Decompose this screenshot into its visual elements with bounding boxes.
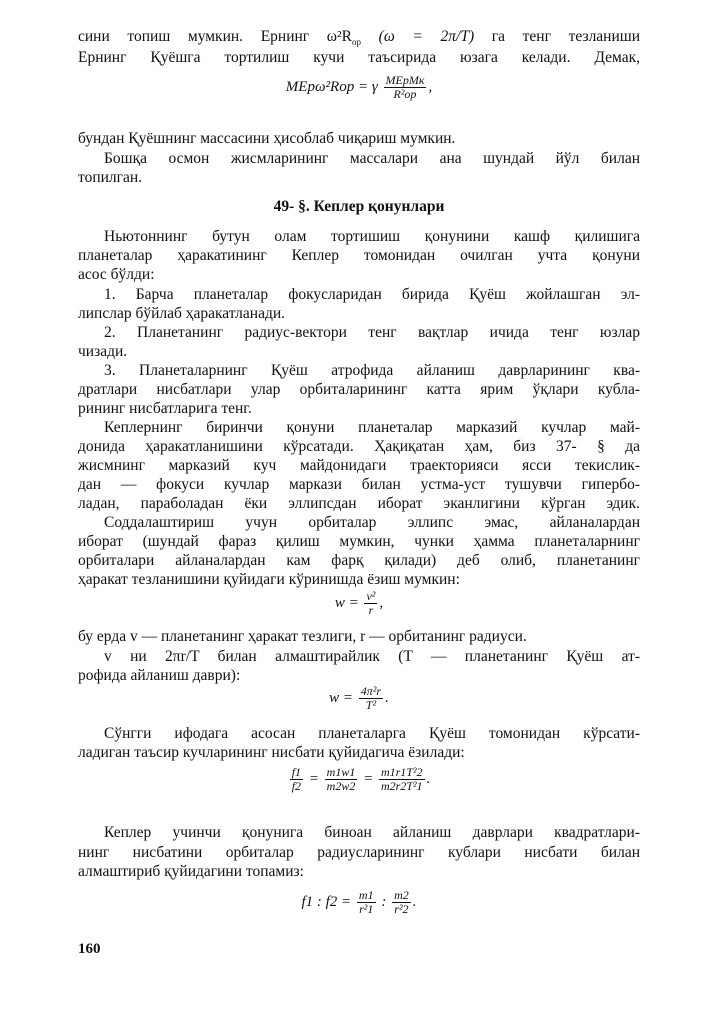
text-line: дан — фокуси кучлар маркази билан устма-уст тушувчи гипербо- [78,476,640,493]
text-line: ладиган таъсир кучларининг нисбати қуйидагича ёзилади: [78,744,465,761]
text-line: нинг нисбатини орбиталар радиусларининг кублари нисбати билан [78,844,640,861]
text-line: рининг нисбатларига тенг. [78,400,252,417]
text-line: орбиталари айланалардан кам фарқ қилади) деб олиб, планетанинг [78,552,640,569]
text-line: Бошқа осмон жисмларининг массалари ана шундай йўл билан [104,150,640,167]
text-line: Сўнгги ифодага асосан планеталарга Қуёш томонидан кўрсати- [104,725,640,742]
formula-w1: w = $\frac{\text{v²}}{r}$ , [334,589,384,618]
fraction: $\frac{m1w1}{m2w2}$ [326,765,356,794]
text-line: 3. Планеталарнинг Қуёш атрофида айланиш даврларининг ква- [104,362,640,379]
text-line: сини топиш мумкин. Ернинг $\omega^2R_{ор}$ (ω = 2π/T) га тенг тезланиши [78,28,641,48]
fraction: $\frac{f1}{f2}$ [291,765,302,794]
fraction: $\frac{\text{4π²r}}{\text{T²}}$ [360,684,382,713]
formula-forces-ratio: $\frac{f1}{f2}$ = $\frac{m1w1}{m2w2}$ = $\frac{\text{m1r1T²2}}{\text{m2r2T²1}}$ . [291,765,431,794]
text-line: ладан, параболадан ёки эллипсдан иборат эканлигини кўрган эдик. [78,495,640,512]
text-line: дратлари нисбатлари улар орбиталарининг катта ярим ўқлари кубла- [78,381,640,398]
text-line: Ернинг Қуёшга тортилиш кучи таъсирида юзага келади. Демак, [78,49,640,66]
text-line: бундан Қуёшнинг массасини ҳисоблаб чиқариш мумкин. [78,130,456,147]
text-line: липслар бўйлаб ҳаракатланади. [78,305,286,322]
text-line: асос бўлди: [78,266,155,283]
formula-force-radius: f1 : f2 = $\frac{m1}{\text{r²1}}$ : $\frac{m2}{\text{r²2}}$ . [301,888,417,917]
fraction: $\frac{m1}{\text{r²1}}$ [358,888,374,917]
formula-w2: w = $\frac{\text{4π²r}}{\text{T²}}$ . [329,684,389,713]
text-line: чизади. [78,343,128,360]
page-number: 160 [78,941,101,957]
fraction: $\frac{\text{v²}}{r}$ [366,589,376,618]
text-line: бу ерда v — планетанинг ҳаракат тезлиги, r — орбитанинг радиуси. [78,628,527,645]
text-line: v ни 2πr/T билан алмаштирайлик (T — планетанинг Қуёш ат- [104,648,640,665]
text-line: донида ҳаракатланишини кўрсатади. Ҳақиқатан ҳам, биз 37- § да [78,438,640,455]
text-line: ҳаракат тезланишини қуйидаги кўринишда ёзиш мумкин: [78,571,460,588]
text-line: алмаштириб қуйидагини топамиз: [78,863,304,880]
section-heading: 49- §. Кеплер қонунлари [273,198,445,215]
text-line: 2. Планетанинг радиус-вектори тенг вақтлар ичида тенг юзлар [104,324,640,341]
fraction: $\frac{\text{m1r1T²2}}{\text{m2r2T²1}}$ [380,765,423,794]
text-line: планеталар ҳаракатининг Кеплер томонидан очилган учта қонуни [78,247,640,264]
text-line: Кеплер учинчи қонунига биноан айланиш даврлари квадратлари- [104,824,640,841]
text-line: топилган. [78,169,143,186]
text-line: 1. Барча планеталар фокусларидан бирида Қуёш жойлашган эл- [104,286,640,303]
text-line: иборат (шундай фараз қилиш мумкин, чунки ҳамма планеталарнинг [78,533,640,550]
fraction: $\frac{m2}{\text{r²2}}$ [394,888,409,917]
text-line: рофида айланиш даври): [78,667,241,684]
text-line: Ньютоннинг бутун олам тортишиш қонунини кашф қилишига [104,228,640,245]
text-line: Соддалаштириш учун орбиталар эллипс эмас, айланалардан [104,514,640,531]
text-line: Кеплернинг биринчи қонуни планеталар марказий кучлар май- [104,419,640,436]
text-line: жисмнинг марказий куч майдонидаги траекторияси ясси текислик- [78,457,640,474]
formula-mass: MЕрω²Rор = γ $\frac{\text{MЕрMк}}{\text{R²ор}}$ , [285,73,433,102]
fraction: $\frac{\text{MЕрMк}}{\text{R²ор}}$ [385,73,425,102]
